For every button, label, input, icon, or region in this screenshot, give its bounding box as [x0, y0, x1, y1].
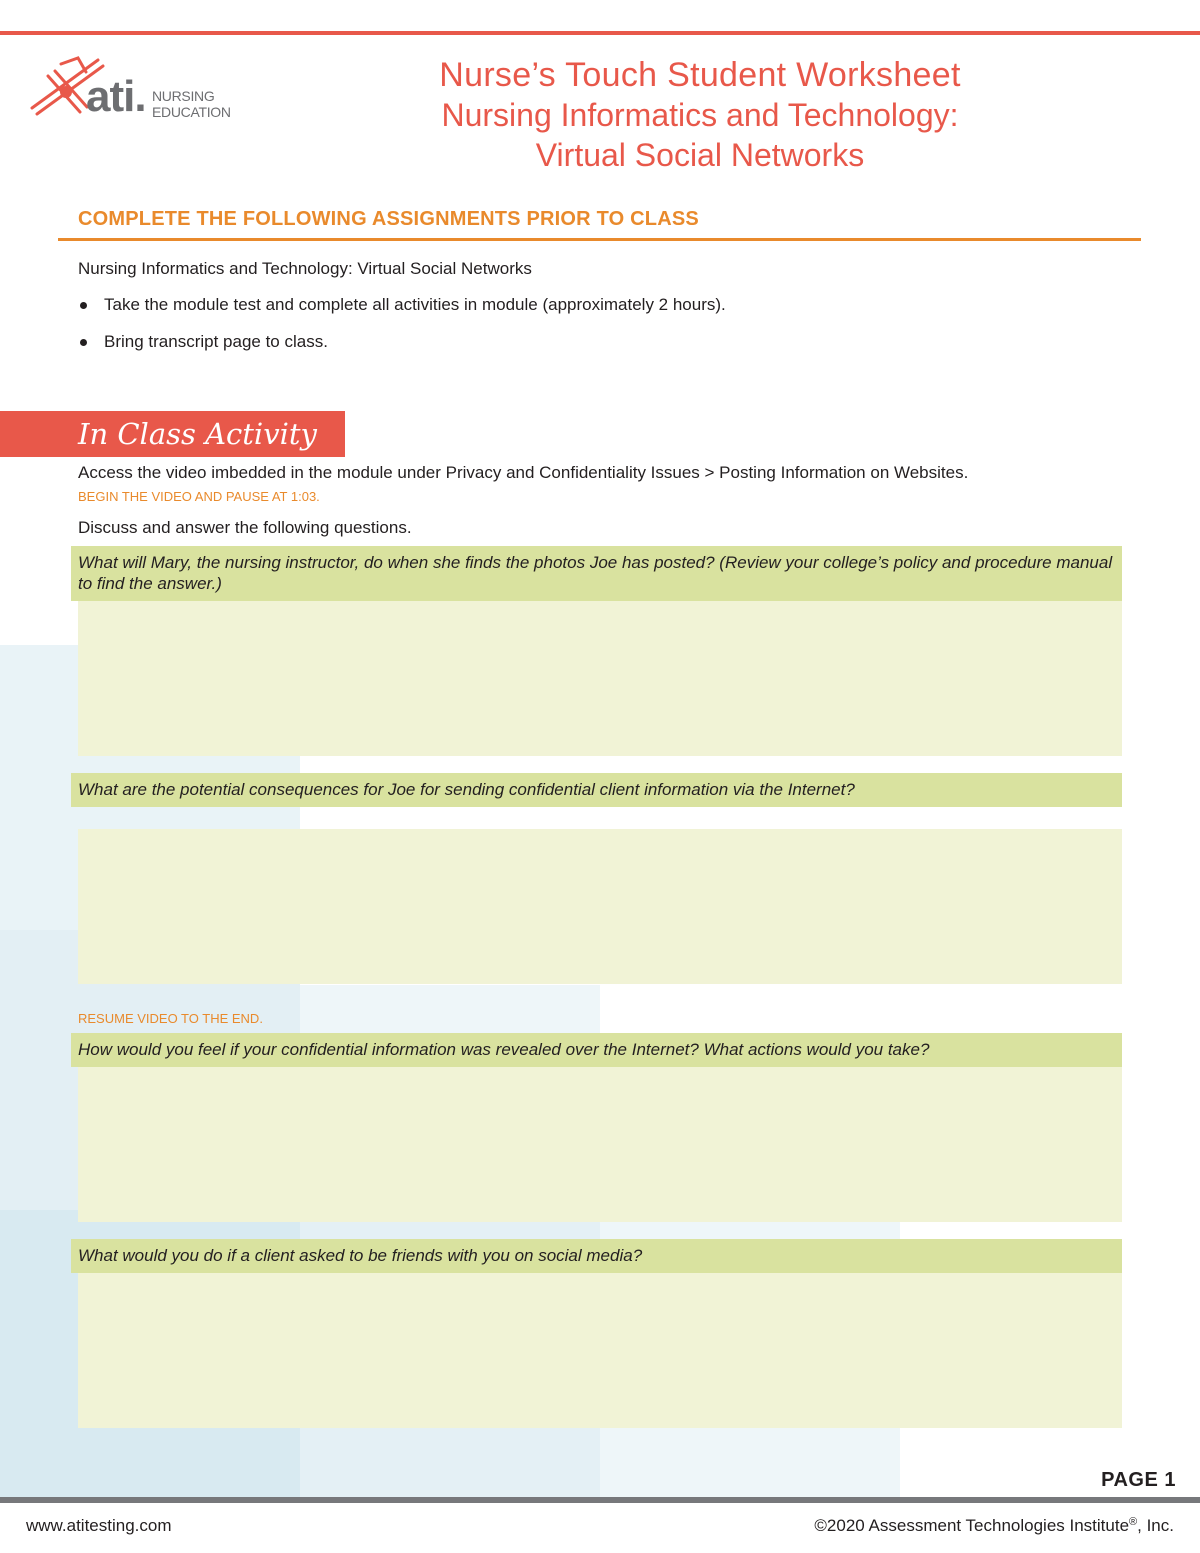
question-text: What are the potential consequences for Joe for sending confidential client information via the Internet?	[78, 780, 855, 799]
prep-module-title: Nursing Informatics and Technology: Virtual Social Networks	[78, 259, 532, 278]
page-title: Nurse’s Touch Student Worksheet	[439, 56, 961, 94]
discuss-prompt: Discuss and answer the following questions.	[78, 518, 412, 537]
page-subtitle-line2: Virtual Social Networks	[535, 137, 865, 173]
header-titles	[330, 55, 1070, 175]
bullet-icon	[80, 339, 87, 346]
video-cue-resume: RESUME VIDEO TO THE END.	[78, 1011, 263, 1026]
prep-section-heading: COMPLETE THE FOLLOWING ASSIGNMENTS PRIOR TO CLASS	[78, 208, 699, 230]
answer-field[interactable]	[78, 601, 1122, 756]
logo-education-text: EDUCATION	[152, 104, 231, 120]
footer-rule	[0, 1497, 1200, 1503]
bullet-text: Bring transcript page to class.	[104, 332, 328, 351]
top-rule	[0, 31, 1200, 35]
list-item	[78, 332, 726, 352]
ati-nursing-education-logo	[28, 50, 268, 140]
footer-copyright	[814, 1516, 1174, 1536]
answer-field[interactable]	[78, 829, 1122, 984]
in-class-activity-tab	[0, 411, 345, 457]
copyright-text: ©2020 Assessment Technologies Institute	[814, 1516, 1130, 1535]
answer-field[interactable]	[78, 1067, 1122, 1222]
bullet-text: Take the module test and complete all activities in module (approximately 2 hours).	[104, 295, 726, 314]
page-number: PAGE 1	[1101, 1469, 1176, 1491]
logo-ati-text: ati.	[86, 72, 146, 121]
in-class-activity-label: In Class Activity	[78, 417, 317, 451]
page-subtitle-line1: Nursing Informatics and Technology:	[441, 97, 959, 133]
registered-mark: ®	[1129, 1516, 1138, 1528]
prep-bullet-list	[78, 295, 726, 369]
video-cue-begin: BEGIN THE VIDEO AND PAUSE AT 1:03.	[78, 489, 320, 504]
question-text: What would you do if a client asked to be friends with you on social media?	[78, 1246, 643, 1265]
logo-nursing-text: NURSING	[152, 88, 215, 104]
bullet-icon	[80, 302, 87, 309]
footer-website-link[interactable]: www.atitesting.com	[26, 1516, 172, 1535]
answer-field[interactable]	[78, 1273, 1122, 1428]
copyright-suffix: , Inc.	[1137, 1516, 1174, 1535]
ati-logo-mark-icon	[28, 50, 268, 140]
list-item	[78, 295, 726, 315]
activity-instruction: Access the video imbedded in the module under Privacy and Confidentiality Issues > Posting Information on Websites.	[78, 463, 969, 482]
question-text: How would you feel if your confidential information was revealed over the Internet? What actions would you take?	[78, 1040, 930, 1059]
question-text: What will Mary, the nursing instructor, do when she finds the photos Joe has posted? (Review your college’s policy and procedure manual to find the answer.)	[78, 553, 1113, 593]
section-divider	[58, 238, 1141, 241]
